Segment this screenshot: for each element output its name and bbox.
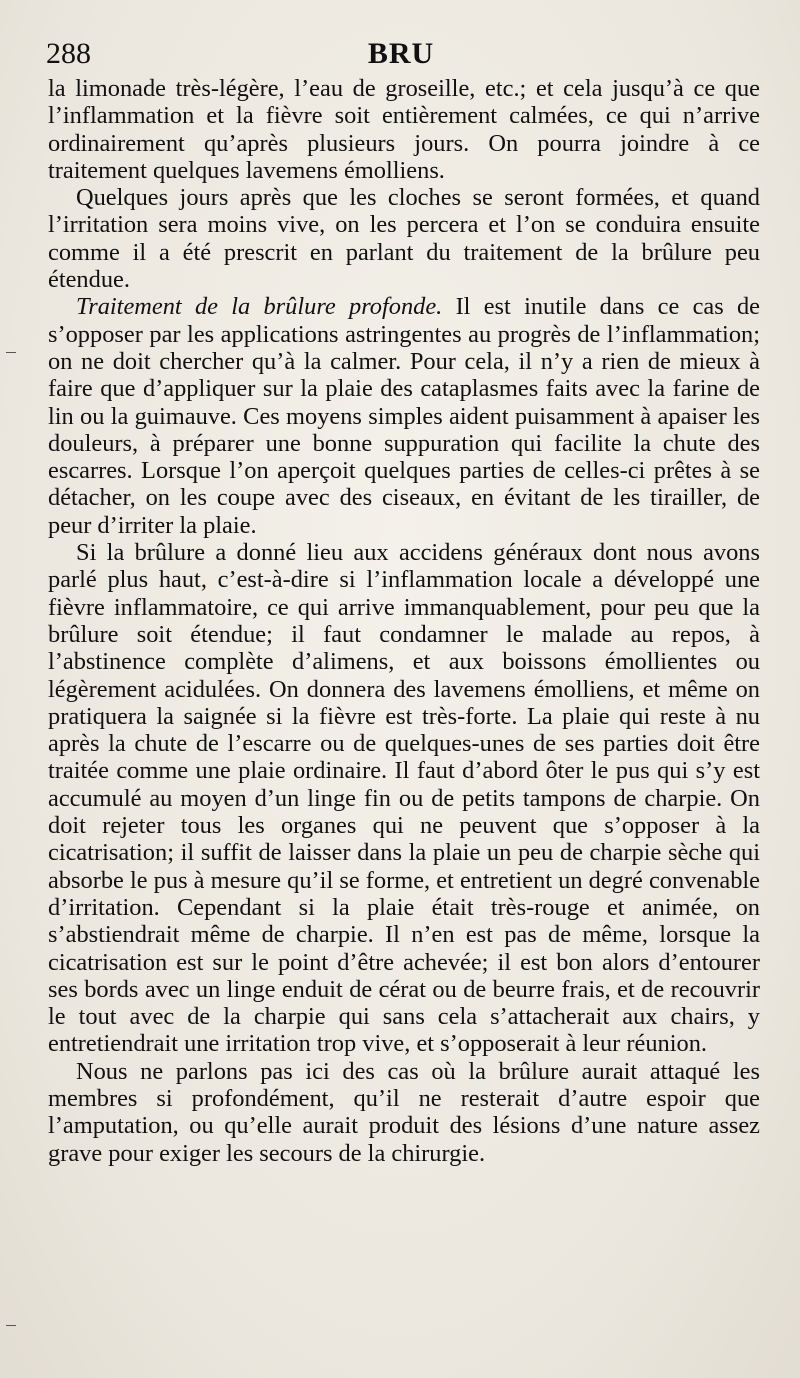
- margin-mark: [6, 1325, 16, 1326]
- page-header: [46, 36, 756, 72]
- paragraph-treatment-deep-burn: [48, 293, 760, 539]
- paragraph: Nous ne parlons pas ici des cas où la brûlure aurait attaqué les membres si profondément, qu’il ne resterait d’autre espoir que l’amputation, ou qu’elle aurait produit des lésions d’une nature assez grave pour exiger les secours de la chirurgie.: [48, 1057, 760, 1167]
- running-title: BRU: [367, 37, 435, 70]
- paragraph: Quelques jours après que les cloches se seront formées, et quand l’irritation sera moins vive, on les percera et l’on se conduira ensuite comme il a été prescrit en parlant du traitement de la brûlure peu étendue.: [48, 184, 760, 294]
- paragraph: Si la brûlure a donné lieu aux accidens généraux dont nous avons parlé plus haut, c’est-à-dire si l’inflammation locale a développé une fièvre inflammatoire, ce qui arrive immanquablement, pour peu que la brûlure soit étendue; il faut condamner le malade au repos, à l’abstinence complète d’alimens, et aux boissons émollientes ou légèrement acidulées. On donnera des lavemens émolliens, et même on pratiquera la saignée si la fièvre est très-forte. La plaie qui reste à nu après la chute de l’escarre ou de quelques-unes de ses parties doit être traitée comme une plaie ordinaire. Il faut d’abord ôter le pus qui s’y est accumulé au moyen d’un linge fin ou de petits tampons de charpie. On doit rejeter tous les organes qui ne peuvent que s’opposer à la cicatrisation; il suffit de laisser dans la plaie un peu de charpie sèche qui absorbe le pus à mesure qu’il se forme, et entretient un degré convenable d’irritation. Cependant si la plaie était très-rouge et animée, on s’abstiendrait même de charpie. Il n’en est pas de même, lorsque la cicatrisation est sur le point d’être achevée; il est bon alors d’entourer ses bords avec un linge enduit de cérat ou de beurre frais, et de recouvrir le tout avec de la charpie qui sans cela s’attacherait aux chairs, y entretiendrait une irritation trop vive, et s’opposerait à leur réunion.: [48, 539, 760, 1058]
- section-heading: Traitement de la brûlure profonde.: [76, 293, 443, 321]
- margin-mark: [6, 352, 16, 353]
- body-text: [48, 75, 760, 1167]
- paragraph-body: Il est inutile dans ce cas de s’opposer par les applications astringentes au progrès de l’inflammation; on ne doit chercher qu’à la calmer. Pour cela, il n’y a rien de mieux à faire que d’appliquer sur la plaie des cataplasmes faits avec la farine de lin ou la guimauve. Ces moyens simples aident puisamment à apaiser les douleurs, à préparer une bonne suppuration qui facilite la chute des escarres. Lorsque l’on aperçoit quelques parties de celles-ci prêtes à se détacher, on les coupe avec des ciseaux, en évitant de les tirailler, de peur d’irriter la plaie.: [48, 293, 761, 539]
- page-number: 288: [46, 37, 91, 70]
- paragraph-continuation: la limonade très-légère, l’eau de groseille, etc.; et cela jusqu’à ce que l’inflammation et la fièvre soit entièrement calmées, ce qui n’arrive ordinairement qu’après plusieurs jours. On pourra joindre à ce traitement quelques lavemens émolliens.: [48, 75, 760, 184]
